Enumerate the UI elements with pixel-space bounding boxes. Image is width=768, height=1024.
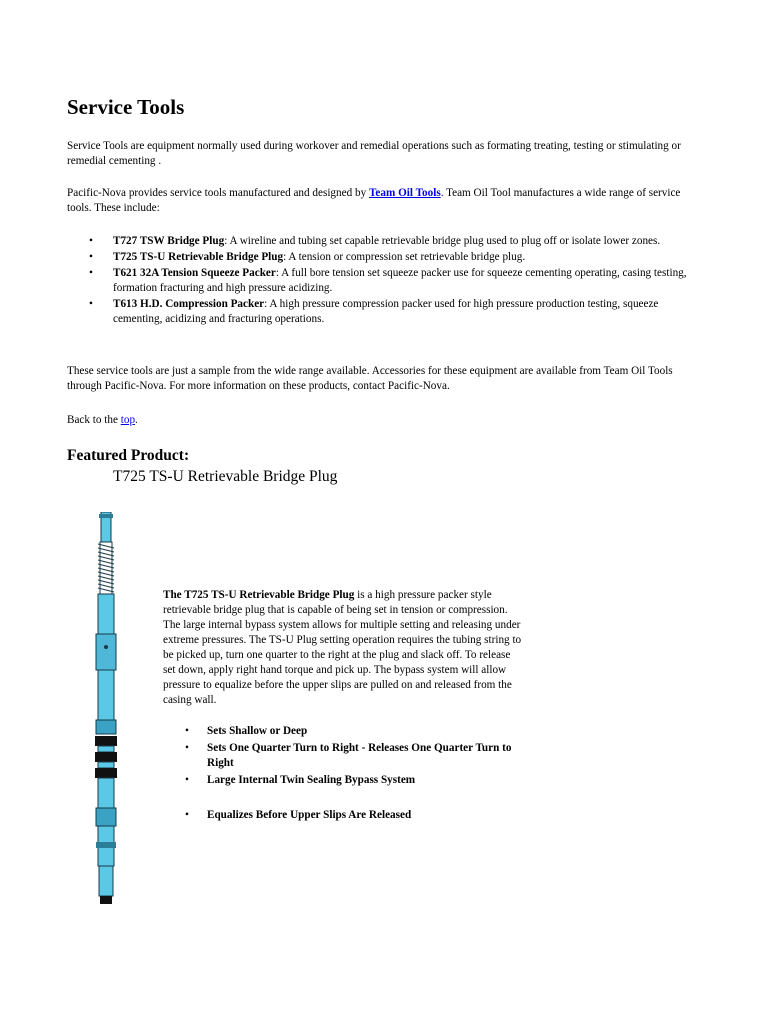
tools-list	[67, 234, 703, 328]
list-item	[67, 266, 703, 296]
bullet-icon: •	[185, 742, 189, 754]
bullet-icon: •	[185, 774, 189, 786]
bullet-icon: •	[89, 251, 93, 263]
tool-desc: : A full bore tension set squeeze packer use for squeeze cementing operating, casing testing, formation fracturing and high pressure acidizing.	[113, 267, 687, 294]
list-item	[67, 297, 703, 327]
provider-text-post: . Team Oil Tool manufactures a wide range of service tools. These include:	[67, 187, 681, 214]
list-item	[163, 724, 523, 739]
bullet-icon: •	[89, 267, 93, 279]
feature-text: Equalizes Before Upper Slips Are Released	[207, 809, 412, 821]
provider-paragraph	[67, 186, 707, 216]
tool-desc: : A high pressure compression packer used for high pressure production testing, squeeze cementing, acidizing and fracturing operations.	[113, 298, 659, 325]
featured-title: T725 TS-U Retrievable Bridge Plug	[113, 468, 338, 485]
list-item	[163, 741, 523, 771]
tool-desc: : A tension or compression set retrievable bridge plug.	[283, 251, 526, 263]
feature-text: Sets One Quarter Turn to Right - Releases One Quarter Turn to Right	[207, 742, 512, 769]
feature-text: Large Internal Twin Sealing Bypass System	[207, 774, 416, 786]
featured-desc-text: is a high pressure packer style retrievable bridge plug that is capable of being set in tension or compression. The large internal bypass system allows for multiple setting and releasing under extreme pressures. The TS-U Plug setting operation requires the tubing string to be picked up, turn one quarter to the right at the plug and slack off. To release set down, apply right hand torque and pick up. The bypass system will allow pressure to equalize before the upper slips are pulled on and released from the casing wall.	[163, 589, 522, 706]
feature-text: Sets Shallow or Deep	[207, 725, 308, 737]
featured-desc-bold: The T725 TS-U Retrievable Bridge Plug	[163, 589, 355, 601]
tool-name: T727 TSW Bridge Plug	[113, 235, 225, 247]
page-title: Service Tools	[67, 95, 185, 119]
bullet-icon: •	[89, 235, 93, 247]
tool-name: T621 32A Tension Squeeze Packer	[113, 267, 276, 279]
tool-name: T613 H.D. Compression Packer	[113, 298, 265, 310]
tool-name: T725 TS-U Retrievable Bridge Plug	[113, 251, 284, 263]
team-oil-tools-link[interactable]: Team Oil Tools	[368, 187, 441, 199]
list-item	[67, 234, 703, 249]
bullet-icon: •	[185, 725, 189, 737]
bullet-icon: •	[185, 809, 189, 821]
bridge-plug-image	[86, 512, 126, 904]
back-to-top	[67, 413, 707, 428]
intro-paragraph: Service Tools are equipment normally used during workover and remedial operations such as formating treating, testing or stimulating or remedial cementing .	[67, 140, 681, 167]
top-link[interactable]: top	[120, 414, 136, 426]
closing-paragraph: These service tools are just a sample from the wide range available. Accessories for these equipment are available from Team Oil Tools through Pacific-Nova. For more information on these products, contact Pacific-Nova.	[67, 365, 673, 392]
list-item	[163, 808, 523, 823]
provider-text-pre: Pacific-Nova provides service tools manufactured and designed by	[67, 187, 369, 199]
bullet-icon: •	[89, 298, 93, 310]
back-text-post: .	[135, 414, 138, 426]
back-text-pre: Back to the	[67, 414, 121, 426]
list-item	[67, 250, 703, 265]
features-list	[163, 724, 523, 823]
featured-heading: Featured Product:	[67, 447, 190, 464]
featured-description	[163, 588, 523, 708]
tool-desc: : A wireline and tubing set capable retrievable bridge plug used to plug off or isolate lower zones.	[224, 235, 661, 247]
list-item	[163, 773, 523, 788]
